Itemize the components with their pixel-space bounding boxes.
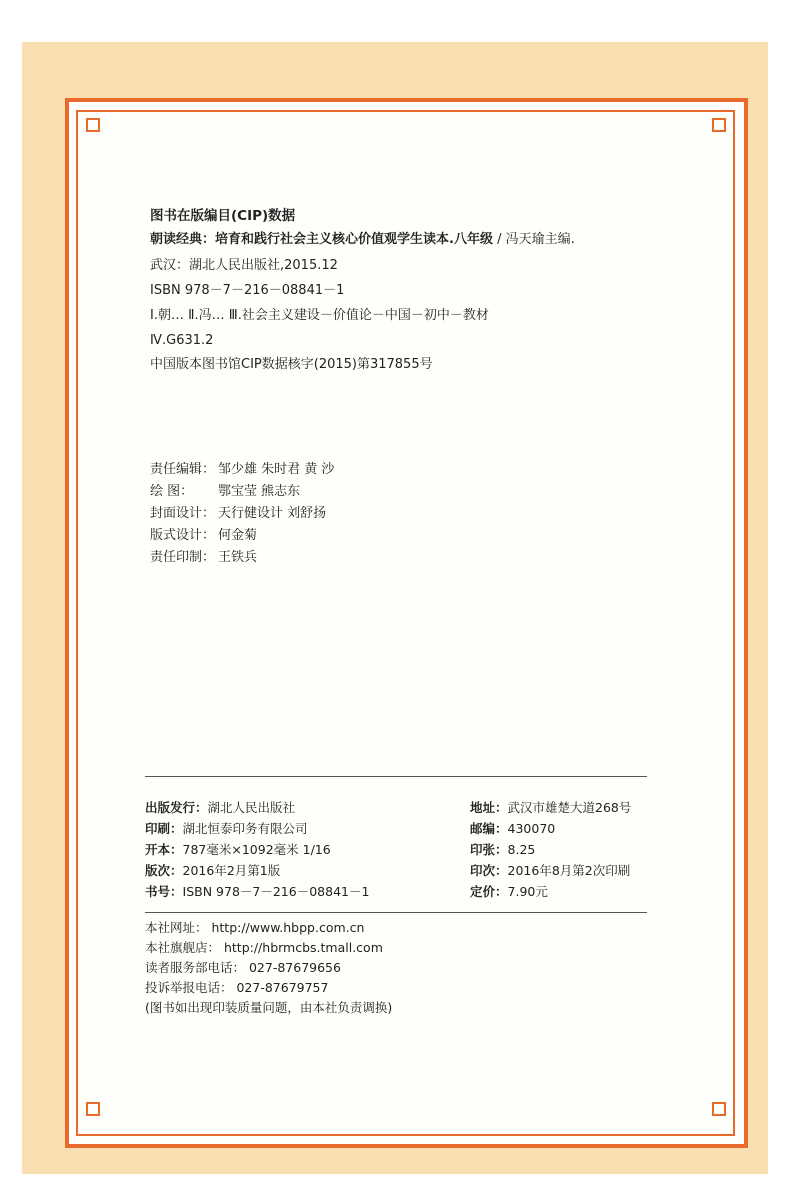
cip-book-title-main: 朝读经典：培育和践行社会主义核心价值观学生读本.八年级 <box>150 232 493 247</box>
credit-value: 邹少雄 朱时君 黄 沙 <box>218 462 335 477</box>
corner-ornament-bottom-left <box>86 1102 100 1116</box>
cip-isbn-line: ISBN 978－7－216－08841－1 <box>150 283 345 298</box>
credit-row <box>150 546 334 568</box>
pub-key: 印刷： <box>145 821 183 836</box>
cip-publisher-line: 武汉：湖北人民出版社,2015.12 <box>150 258 338 273</box>
credit-row <box>150 502 334 524</box>
store-line: 本社旗舰店： http://hbrmcbs.tmall.com <box>145 940 383 955</box>
credit-label: 责任印制： <box>150 550 216 565</box>
pub-value: 787毫米×1092毫米 1/16 <box>182 842 331 857</box>
pub-key: 定价： <box>470 884 508 899</box>
credit-row <box>150 524 334 546</box>
pub-row <box>470 819 631 840</box>
pub-value: 武汉市雄楚大道268号 <box>507 800 632 815</box>
pub-key: 地址： <box>470 800 508 815</box>
divider <box>145 776 647 777</box>
credit-row <box>150 480 334 502</box>
pub-key: 邮编： <box>470 821 508 836</box>
credit-label: 绘 图： <box>150 484 194 499</box>
quality-notice: (图书如出现印装质量问题，由本社负责调换) <box>145 1000 393 1015</box>
pub-key: 书号： <box>145 884 183 899</box>
pub-row <box>145 798 369 819</box>
pub-value: 湖北恒泰印务有限公司 <box>182 821 308 836</box>
pub-key: 出版发行： <box>145 800 208 815</box>
pub-key: 版次： <box>145 863 183 878</box>
corner-ornament-top-right <box>712 118 726 132</box>
credit-label: 版式设计： <box>150 528 216 543</box>
cip-classification-line: Ⅳ.G631.2 <box>150 333 214 348</box>
pub-row <box>470 861 631 882</box>
pub-row <box>145 882 369 903</box>
cip-book-author: / 冯天瑜主编. <box>492 232 575 247</box>
corner-ornament-top-left <box>86 118 100 132</box>
credits-list <box>150 458 334 568</box>
credit-row <box>150 458 334 480</box>
service-phone-line: 读者服务部电话： 027-87679656 <box>145 960 341 975</box>
pub-row <box>470 840 631 861</box>
pub-key: 开本： <box>145 842 183 857</box>
pub-value: 7.90元 <box>507 884 548 899</box>
pub-key: 印次： <box>470 863 508 878</box>
pub-row <box>145 840 369 861</box>
pub-value: ISBN 978－7－216－08841－1 <box>182 884 370 899</box>
cip-title: 图书在版编目(CIP)数据 <box>150 208 296 224</box>
credit-value: 何金菊 <box>218 528 258 543</box>
pub-key: 印张： <box>470 842 508 857</box>
pub-value: 2016年2月第1版 <box>182 863 281 878</box>
pub-row <box>470 882 631 903</box>
pub-value: 8.25 <box>507 842 536 857</box>
publication-info-left <box>145 798 369 903</box>
pub-row <box>145 861 369 882</box>
pub-value: 430070 <box>507 821 556 836</box>
pub-value: 2016年8月第2次印刷 <box>507 863 631 878</box>
cip-book-title <box>150 232 575 248</box>
credit-value: 天行健设计 刘舒扬 <box>218 506 327 521</box>
credit-value: 鄂宝莹 熊志东 <box>218 484 301 499</box>
website-line: 本社网址： http://www.hbpp.com.cn <box>145 920 365 935</box>
credit-label: 责任编辑： <box>150 462 216 477</box>
corner-ornament-bottom-right <box>712 1102 726 1116</box>
cip-record-number: 中国版本图书馆CIP数据核字(2015)第317855号 <box>150 357 433 372</box>
pub-value: 湖北人民出版社 <box>207 800 296 815</box>
divider <box>145 912 647 913</box>
contact-info <box>145 918 392 1018</box>
credit-label: 封面设计： <box>150 506 216 521</box>
credit-value: 王铁兵 <box>218 550 258 565</box>
pub-row <box>145 819 369 840</box>
pub-row <box>470 798 631 819</box>
cip-subject-line: Ⅰ.朝… Ⅱ.冯… Ⅲ.社会主义建设－价值论－中国－初中－教材 <box>150 308 489 323</box>
complaint-phone-line: 投诉举报电话： 027-87679757 <box>145 980 329 995</box>
publication-info-right <box>470 798 631 903</box>
